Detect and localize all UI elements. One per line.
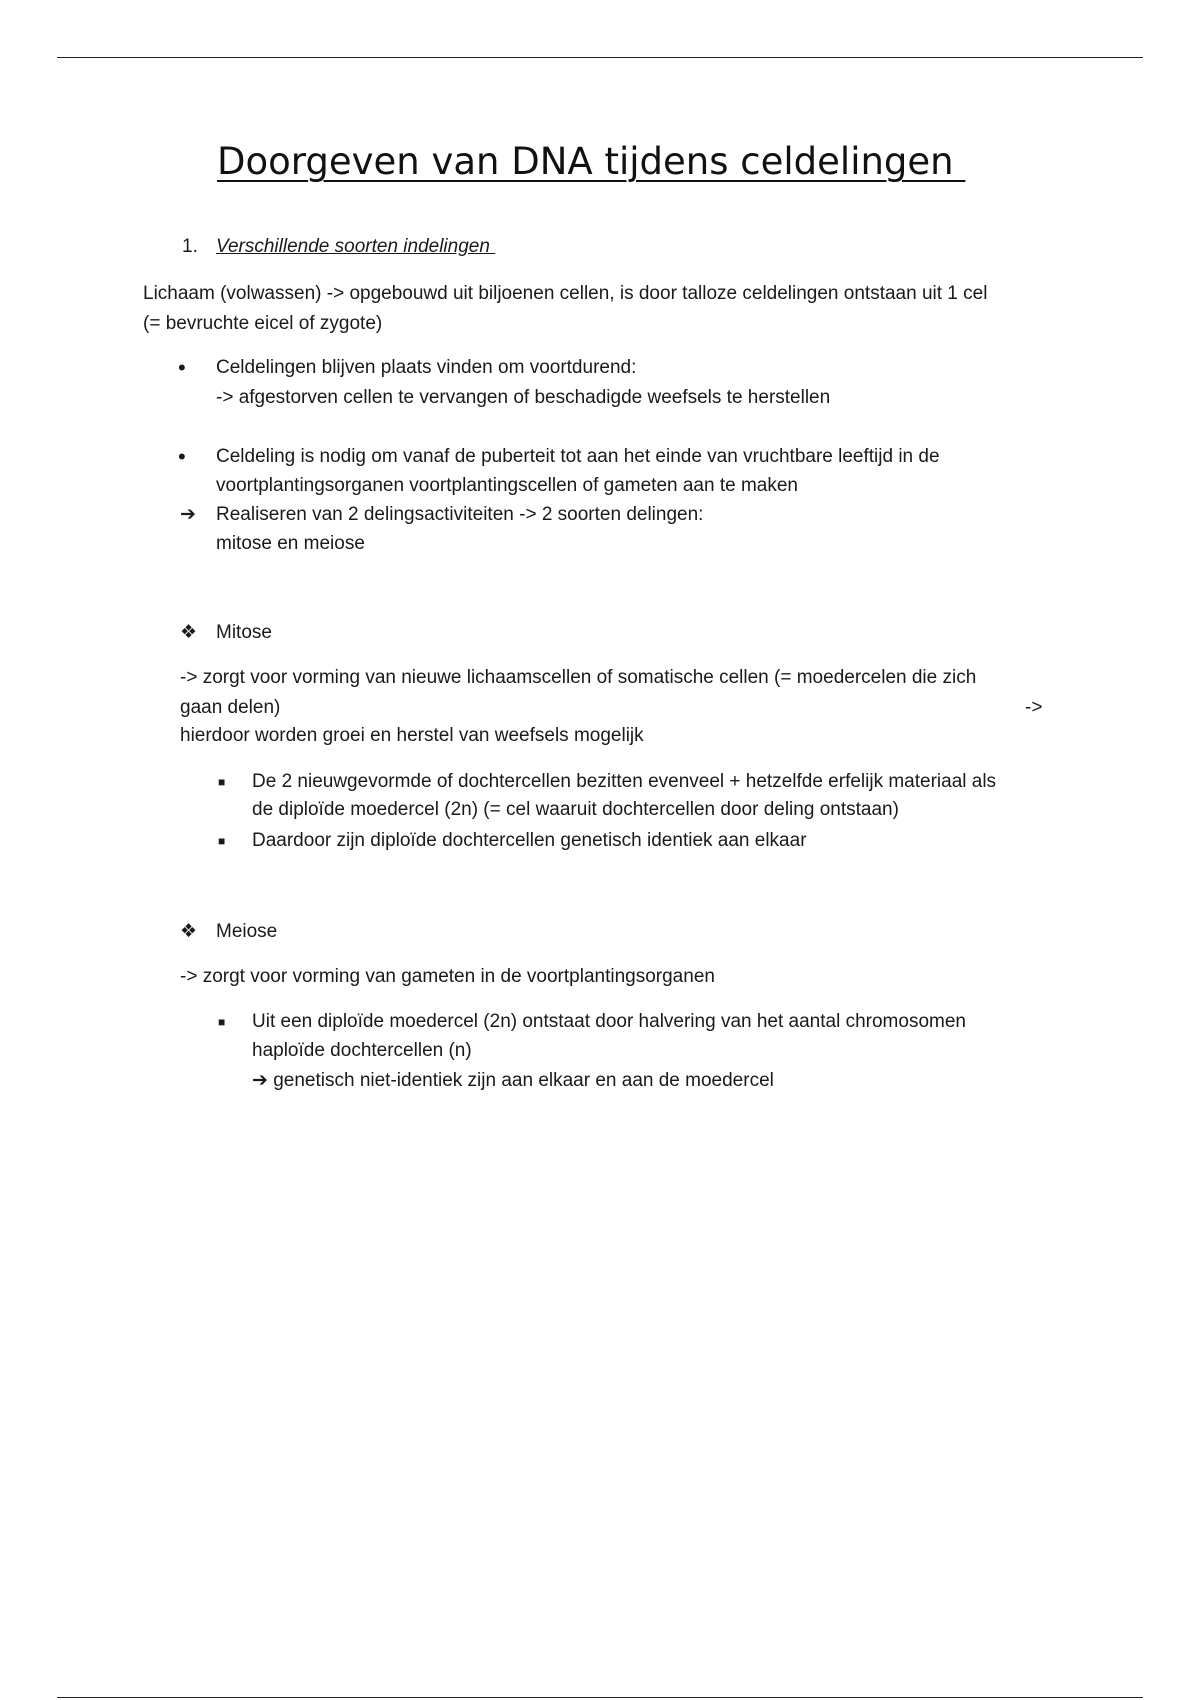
mitose-sub-1-line-2: de diploïde moedercel (2n) (= cel waaruit dochtercellen door deling ontstaan): [252, 799, 899, 820]
square-bullet-icon: ■: [218, 1015, 226, 1029]
meiose-sub-1-line-1: Uit een diploïde moedercel (2n) ontstaat door halvering van het aantal chromosomen: [252, 1011, 966, 1032]
header-rule: [57, 57, 1143, 58]
footer-rule: [57, 1697, 1143, 1698]
page-title: Doorgeven van DNA tijdens celdelingen: [217, 140, 966, 183]
bullet-1-line-1: Celdelingen blijven plaats vinden om voortdurend:: [216, 357, 637, 378]
arrow-icon: ➔: [180, 504, 196, 525]
bullet-1-line-2: -> afgestorven cellen te vervangen of beschadigde weefsels te herstellen: [216, 387, 831, 408]
square-bullet-icon: ■: [218, 775, 226, 789]
arrow-item-line-1: Realiseren van 2 delingsactiviteiten -> 2 soorten delingen:: [216, 504, 704, 525]
mitose-sub-1-line-1: De 2 nieuwgevormde of dochtercellen bezitten evenveel + hetzelfde erfelijk materiaal als: [252, 771, 997, 792]
intro-line-2: (= bevruchte eicel of zygote): [143, 313, 383, 334]
meiose-sub-1-line-3: [252, 1067, 774, 1095]
diamond-icon: ❖: [180, 622, 198, 643]
bullet-icon: •: [178, 355, 186, 380]
mitose-desc-line-1: -> zorgt voor vorming van nieuwe lichaamscellen of somatische cellen (= moedercelen die zich: [180, 667, 977, 688]
arrow-icon: ➔: [252, 1070, 268, 1091]
meiose-sub-1-line-3-text: genetisch niet-identiek zijn aan elkaar en aan de moedercel: [273, 1070, 774, 1091]
mitose-heading: Mitose: [216, 622, 272, 643]
mitose-desc-line-3: hierdoor worden groei en herstel van weefsels mogelijk: [180, 725, 644, 746]
section-label: Verschillende soorten indelingen: [216, 236, 496, 257]
arrow-item-line-2: mitose en meiose: [216, 533, 365, 554]
diamond-icon: ❖: [180, 921, 198, 942]
mitose-desc-arrow: ->: [1025, 697, 1043, 718]
section-number: 1.: [182, 236, 198, 257]
meiose-heading: Meiose: [216, 921, 278, 942]
meiose-sub-1-line-2: haploïde dochtercellen (n): [252, 1040, 472, 1061]
square-bullet-icon: ■: [218, 834, 226, 848]
bullet-icon: •: [178, 444, 186, 469]
section-heading: [182, 236, 495, 258]
bullet-2-line-1: Celdeling is nodig om vanaf de puberteit tot aan het einde van vruchtbare leeftijd in de: [216, 446, 940, 467]
intro-line-1: Lichaam (volwassen) -> opgebouwd uit biljoenen cellen, is door talloze celdelingen ontstaan uit 1 cel: [143, 283, 988, 304]
meiose-desc-line-1: -> zorgt voor vorming van gameten in de voortplantingsorganen: [180, 966, 715, 987]
bullet-2-line-2: voortplantingsorganen voortplantingscellen of gameten aan te maken: [216, 475, 798, 496]
mitose-sub-2-line-1: Daardoor zijn diploïde dochtercellen genetisch identiek aan elkaar: [252, 830, 807, 851]
mitose-desc-line-2: gaan delen): [180, 697, 281, 718]
